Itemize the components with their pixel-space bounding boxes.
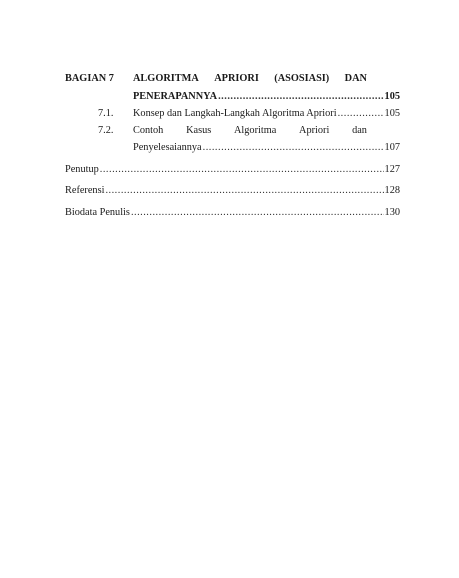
dot-leader [131, 207, 384, 218]
toc-entry-section-7-2[interactable] [133, 142, 400, 153]
entry-title: Biodata Penulis [65, 207, 130, 218]
page-number: 127 [384, 164, 400, 175]
dot-leader [338, 108, 384, 119]
dot-leader [203, 142, 384, 153]
section-title-line1 [133, 125, 367, 136]
section-title: Konsep dan Langkah-Langkah Algoritma Apriori [133, 108, 337, 119]
chapter-title-word: APRIORI [214, 73, 259, 84]
toc-entry-chapter-7[interactable] [133, 91, 400, 102]
toc-entry-referensi[interactable] [65, 185, 400, 196]
section-title-word: dan [352, 125, 367, 136]
page-number: 128 [384, 185, 400, 196]
chapter-title-word: DAN [344, 73, 367, 84]
page-number: 105 [384, 108, 400, 119]
chapter-title-word: ALGORITMA [133, 73, 199, 84]
entry-title: Penutup [65, 164, 99, 175]
section-title-line2: Penyelesaiannya [133, 142, 202, 153]
toc-entry-section-7-1[interactable] [133, 108, 400, 119]
chapter-title-word: (ASOSIASI) [274, 73, 330, 84]
chapter-title-line1 [133, 73, 367, 84]
dot-leader [218, 91, 383, 102]
toc-entry-biodata-penulis[interactable] [65, 207, 400, 218]
dot-leader [105, 185, 383, 196]
chapter-label: BAGIAN 7 [65, 73, 114, 84]
section-number: 7.1. [98, 108, 114, 119]
toc-entry-penutup[interactable] [65, 164, 400, 175]
section-title-word: Kasus [186, 125, 212, 136]
entry-title: Referensi [65, 185, 105, 196]
page-number: 130 [384, 207, 400, 218]
chapter-title-line2: PENERAPANNYA [133, 91, 218, 102]
section-title-word: Apriori [299, 125, 330, 136]
section-number: 7.2. [98, 125, 114, 136]
section-title-word: Contoh [133, 125, 164, 136]
page-number: 107 [384, 142, 400, 153]
dot-leader [100, 164, 384, 175]
page-number: 105 [384, 91, 400, 102]
section-title-word: Algoritma [233, 125, 277, 136]
